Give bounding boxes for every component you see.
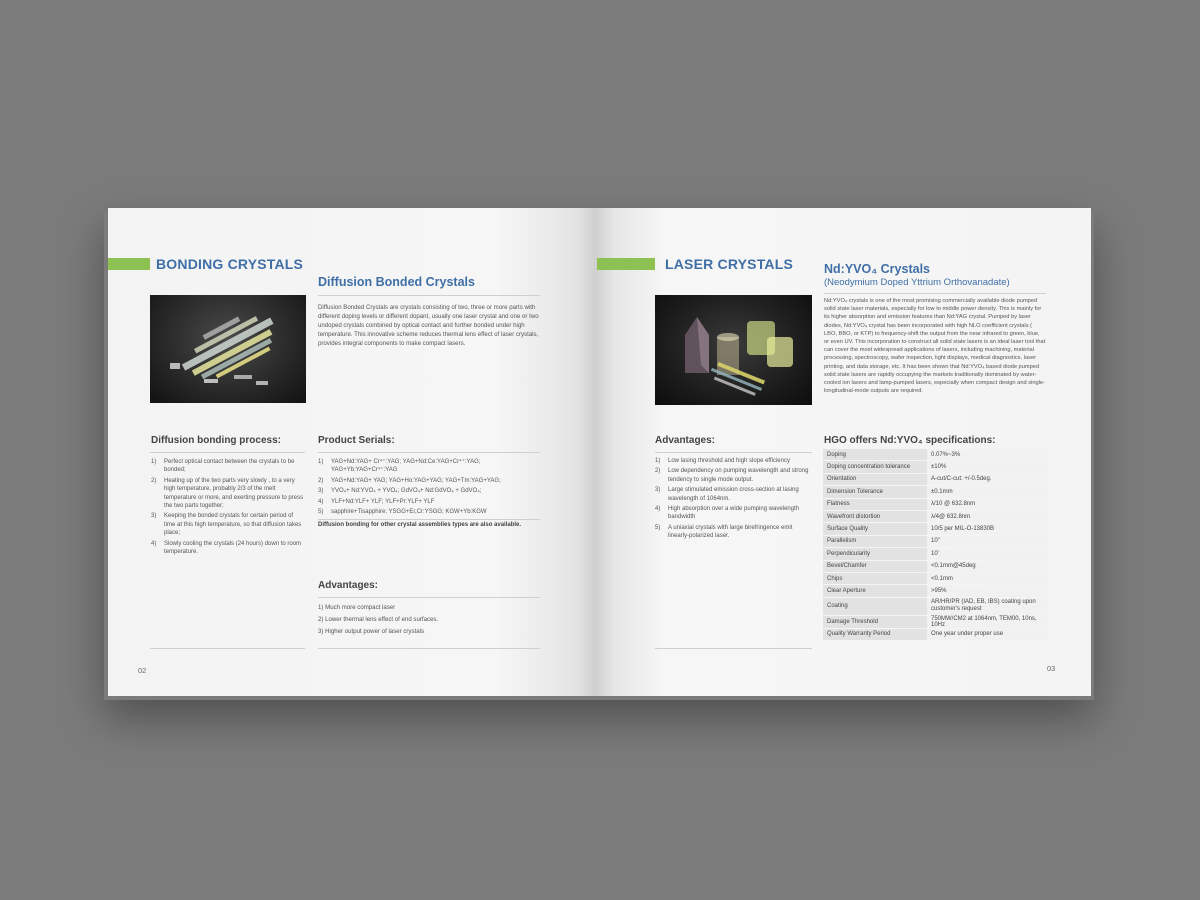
list-number: 2) (655, 468, 661, 475)
section-accent-bar (597, 258, 655, 270)
process-step (151, 477, 306, 511)
advantages-list (655, 457, 812, 543)
serials-note: Diffusion bonding for other crystal assemblies types are also available. (318, 522, 522, 528)
spec-key: Surface Quality (823, 523, 927, 534)
list-number: 5) (318, 509, 324, 516)
divider (655, 452, 812, 453)
serial-item (318, 508, 542, 516)
spec-row (823, 449, 1048, 460)
list-number: 3) (655, 487, 661, 494)
spec-row (823, 523, 1048, 534)
spec-value: 10" (927, 536, 1048, 547)
list-text: Perfect optical contact between the crystals to be bonded; (164, 459, 295, 474)
list-number: 1) (655, 458, 661, 464)
serial-item (318, 487, 542, 495)
process-title: Diffusion bonding process: (151, 435, 281, 446)
spec-row (823, 573, 1048, 584)
advantages-title: Advantages: (318, 580, 379, 591)
spec-value: 0.07%~3% (927, 449, 1048, 460)
spec-title: HGO offers Nd:YVO₄ specifications: (824, 435, 996, 446)
divider (150, 452, 305, 453)
list-number: 4) (655, 506, 661, 513)
list-number: 4) (318, 498, 324, 505)
list-text: Low dependency on pumping wavelength and strong tendency to single mode output. (668, 468, 809, 483)
advantage-item (655, 486, 812, 503)
spec-value: ±10% (927, 461, 1048, 472)
spec-key: Chips (823, 573, 927, 584)
list-number: 4) (151, 540, 157, 547)
divider (655, 648, 812, 649)
list-text: Slowly cooling the crystals (24 hours) down to room temperature. (164, 540, 302, 556)
divider (318, 452, 540, 453)
spec-key: Perpendicularity (823, 548, 927, 559)
list-number: 2) (318, 477, 324, 484)
divider (318, 597, 540, 598)
spec-value: >95% (927, 585, 1048, 596)
spec-value: AR/HR/PR (IAD, EB, IBS) coating upon customer's request (927, 598, 1048, 615)
list-text: A uniaxial crystals with large birefringence emit linearly-polarized laser. (668, 524, 793, 540)
serials-list (318, 458, 542, 518)
list-text: sapphire+Tisapphire; YSGG+Er,Cr:YSGG; KGW+Yb:KGW (331, 509, 487, 516)
spec-row (823, 548, 1048, 559)
list-text: High absorption over a wide pumping wavelength bandwidth (668, 506, 800, 521)
spec-value: 750MW/CM2 at 1064nm, TEM00, 10ns, 10Hz (927, 616, 1048, 628)
spec-key: Quality Warranty Period (823, 629, 927, 640)
advantage-item (655, 524, 812, 541)
spec-value: λ/4@ 632.8nm (927, 511, 1048, 522)
divider (824, 293, 1046, 294)
process-step (151, 512, 306, 537)
diffusion-heading: Diffusion Bonded Crystals (318, 275, 475, 289)
spec-row (823, 499, 1048, 510)
list-text: Low lasing threshold and high slope efficiency (668, 458, 790, 464)
spec-row (823, 536, 1048, 547)
section-title: LASER CRYSTALS (665, 256, 794, 272)
list-text: Large stimulated emission cross-section at lasing wavelength of 1064nm. (668, 487, 799, 502)
list-number: 2) (151, 477, 157, 484)
page-number: 02 (138, 666, 147, 675)
divider (318, 648, 540, 649)
spec-key: Parallelism (823, 536, 927, 547)
divider (318, 519, 540, 520)
divider (150, 648, 305, 649)
advantages-list (318, 602, 438, 638)
ndyvo4-heading: Nd:YVO₄ Crystals (824, 262, 930, 276)
serials-title: Product Serials: (318, 435, 395, 446)
spec-row (823, 629, 1048, 640)
left-page (108, 208, 595, 696)
spec-key: Damage Threshold (823, 616, 927, 628)
list-text: YVO₄+ Nd:YVO₄ + YVO₄; GdVO₄+ Nd:GdVO₄ + GdVO₄; (331, 488, 482, 495)
spec-row (823, 616, 1048, 628)
spec-value: <0.1mm (927, 573, 1048, 584)
divider (318, 295, 540, 296)
spec-key: Bevel/Chamfer (823, 561, 927, 572)
spec-row (823, 486, 1048, 497)
advantage-item (655, 467, 812, 484)
process-step (151, 458, 306, 475)
spec-row (823, 561, 1048, 572)
spec-key: Doping concentration tolerance (823, 461, 927, 472)
list-number: 5) (655, 524, 661, 531)
spec-key: Clear Aperture (823, 585, 927, 596)
serial-item (318, 458, 542, 475)
list-text: YAG+Nd:YAG+ YAG; YAG+Ho:YAG+YAG; YAG+Tm:YAG+YAG; (331, 477, 501, 484)
advantage-item (655, 505, 812, 522)
diffusion-intro: Diffusion Bonded Crystals are crystals consisting of two, three or more parts with different doping levels or different dopant, usually one laser crystal and one or two undoped crystals combined by optical contact and further bonded under high temperature. This innovative scheme reduces thermal lens effect of laser crystals, provides integral components to make compact lasers. (318, 304, 539, 347)
spec-row (823, 461, 1048, 472)
list-number: 1) (151, 459, 157, 465)
spec-key: Dimension Tolerance (823, 486, 927, 497)
advantages-title: Advantages: (655, 435, 716, 446)
right-page (595, 208, 1091, 696)
section-title: BONDING CRYSTALS (156, 256, 304, 272)
advantage-item (655, 457, 812, 465)
spec-value: One year under proper use (927, 629, 1048, 640)
list-text: YLF+Nd:YLF+ YLF; YLF+Pr:YLF+ YLF (331, 498, 435, 505)
process-steps-list (151, 458, 306, 558)
spec-row (823, 598, 1048, 615)
bonded-crystals-photo (150, 295, 306, 403)
list-text: Keeping the bonded crystals for certain period of time at this high temperature, so that diffusion takes place; (164, 513, 302, 537)
spec-row (823, 474, 1048, 485)
advantage-item: 1) Much more compact laser (318, 604, 396, 611)
serial-item (318, 477, 542, 485)
spec-table (823, 448, 1048, 641)
advantage-item: 2) Lower thermal lens effect of end surfaces. (318, 616, 439, 623)
list-number: 3) (318, 488, 324, 495)
spec-value: ±0.1mm (927, 486, 1048, 497)
spec-row (823, 511, 1048, 522)
list-number: 3) (151, 513, 157, 520)
spec-value: 10' (927, 548, 1048, 559)
list-text: YAG+Nd:YAG+ Cr⁴⁺:YAG; YAG+Nd:Ce:YAG+Cr⁴⁺:YAG; YAG+Yb:YAG+Cr⁴⁺:YAG (331, 459, 481, 474)
spec-value: λ/10 @ 632.8nm (927, 499, 1048, 510)
list-number: 1) (318, 459, 324, 465)
advantage-item: 3) Higher output power of laser crystals (318, 628, 425, 635)
ndyvo4-intro: Nd:YVO₄ crystals is one of the most promising commercially available diode pumped solid state laser materials, especially for low to middle power density. This is mainly for its higher absorption and emission features than Nd:YAG crystal. Pumped by laser diodes, Nd:YVO₄ crystal has been incorporated with high NLO coefficient crystals ( LBO, BBO, or KTP) to frequency-shift the output from the near infrared to green, blue, or even UV. This incorporation to construct all solid state lasers is an ideal laser tool that can cover the most widespread applications of lasers, including machining, material processing, spectroscopy, wafer inspection, light displays, medical diagnostics, laser printing, and data storage, etc. It has been shown that Nd:YVO₄ based diode pumped solid state lasers are rapidly occupying the markets traditionally dominated by water-cooled ion lasers and lamp-pumped lasers, especially when compact design and single-longitudinal-mode outputs are required. (824, 298, 1046, 395)
spec-key: Orientation (823, 474, 927, 485)
laser-crystals-photo (655, 295, 812, 405)
ndyvo4-subheading: (Neodymium Doped Yttrium Orthovanadate) (824, 277, 1010, 288)
spec-key: Coating (823, 598, 927, 615)
spec-key: Wavefront distortion (823, 511, 927, 522)
spec-value: 10/5 per MIL-O-13830B (927, 523, 1048, 534)
page-number: 03 (1047, 664, 1056, 673)
spec-key: Doping (823, 449, 927, 460)
spec-row (823, 585, 1048, 596)
spec-value: A-cut/C-cut: +/-0.5deg. (927, 474, 1048, 485)
serial-item (318, 498, 542, 506)
spec-key: Flatness (823, 499, 927, 510)
section-accent-bar (108, 258, 150, 270)
spec-value: <0.1mm@45deg (927, 561, 1048, 572)
process-step (151, 540, 306, 557)
list-text: Heating up of the two parts very slowly , to a very high temperature, probably 2/3 of the melt temperature or more, and exerting pressure to press the two parts together; (164, 477, 304, 510)
